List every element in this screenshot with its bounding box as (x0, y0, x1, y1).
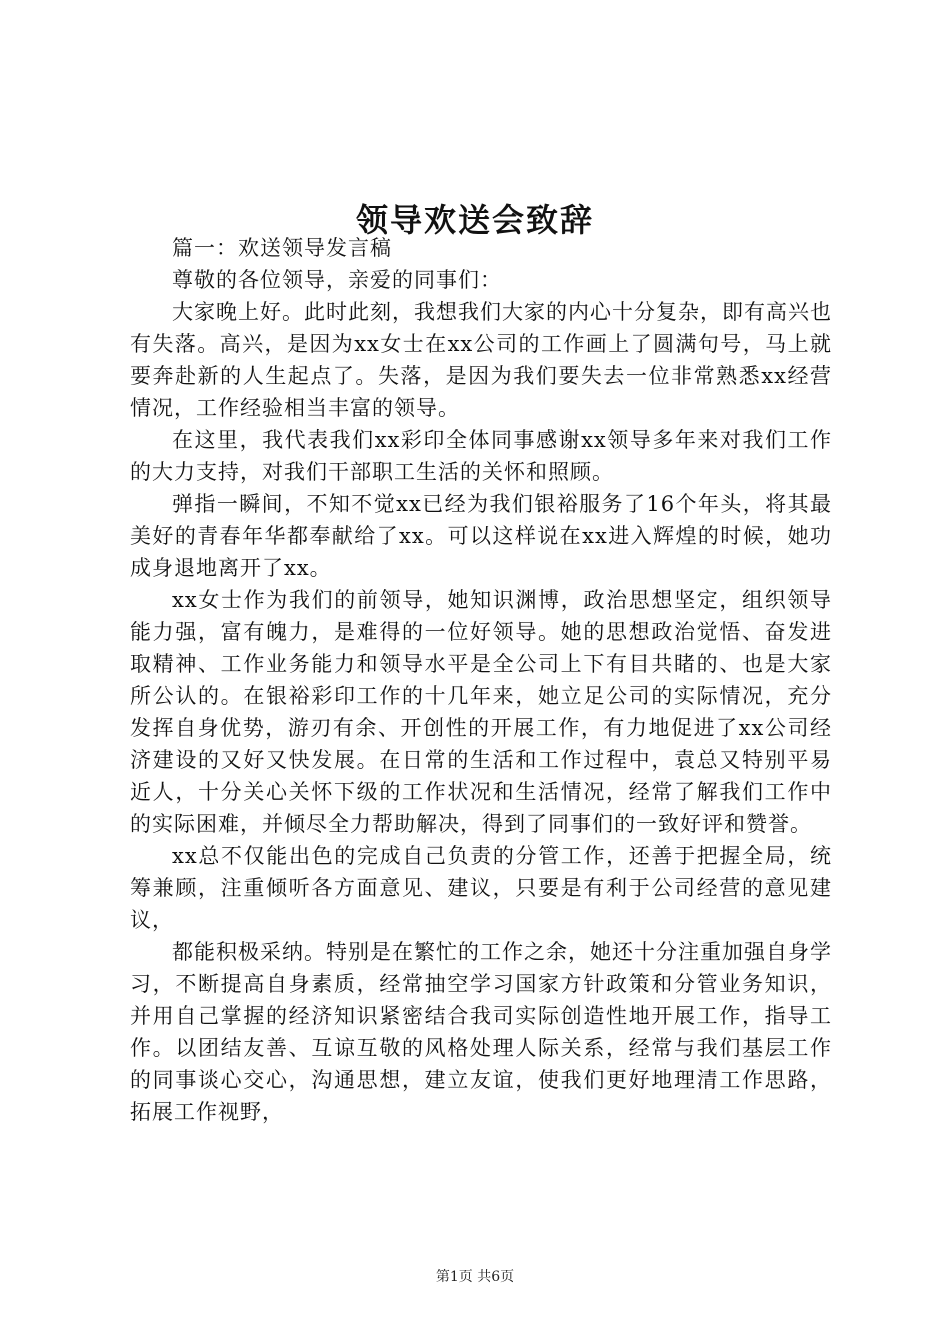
paragraph: 弹指一瞬间，不知不觉xx已经为我们银裕服务了16个年头，将其最美好的青春年华都奉献给了xx。可以这样说在xx进入辉煌的时候，她功成身退地离开了xx。 (130, 492, 832, 580)
document-body (130, 232, 832, 1128)
paragraph: xx总不仅能出色的完成自己负责的分管工作，还善于把握全局，统筹兼顾，注重倾听各方面意见、建议，只要是有利于公司经营的意见建议， (130, 844, 832, 932)
salutation: 尊敬的各位领导，亲爱的同事们： (172, 268, 502, 292)
paragraph: 大家晚上好。此时此刻，我想我们大家的内心十分复杂，即有高兴也有失落。高兴，是因为xx女士在xx公司的工作画上了圆满句号，马上就要奔赴新的人生起点了。失落，是因为我们要失去一位非常熟悉xx经营情况，工作经验相当丰富的领导。 (130, 300, 832, 420)
section-heading: 篇一：欢送领导发言稿 (172, 236, 392, 260)
page-footer: 第1页 共6页 (435, 1269, 515, 1285)
paragraph: xx女士作为我们的前领导，她知识渊博，政治思想坚定，组织领导能力强，富有魄力，是难得的一位好领导。她的思想政治觉悟、奋发进取精神、工作业务能力和领导水平是全公司上下有目共睹的、也是大家所公认的。在银裕彩印工作的十几年来，她立足公司的实际情况，充分发挥自身优势，游刃有余、开创性的开展工作，有力地促进了xx公司经济建设的又好又快发展。在日常的生活和工作过程中，袁总又特别平易近人，十分关心关怀下级的工作状况和生活情况，经常了解我们工作中的实际困难，并倾尽全力帮助解决，得到了同事们的一致好评和赞誉。 (130, 588, 832, 836)
paragraph: 在这里，我代表我们xx彩印全体同事感谢xx领导多年来对我们工作的大力支持，对我们干部职工生活的关怀和照顾。 (130, 428, 832, 484)
document-title: 领导欢送会致辞 (355, 201, 594, 240)
paragraph: 都能积极采纳。特别是在繁忙的工作之余，她还十分注重加强自身学习，不断提高自身素质，经常抽空学习国家方针政策和分管业务知识，并用自己掌握的经济知识紧密结合我司实际创造性地开展工作，指导工作。以团结友善、互谅互敬的风格处理人际关系，经常与我们基层工作的同事谈心交心，沟通思想，建立友谊，使我们更好地理清工作思路，拓展工作视野， (130, 940, 832, 1124)
